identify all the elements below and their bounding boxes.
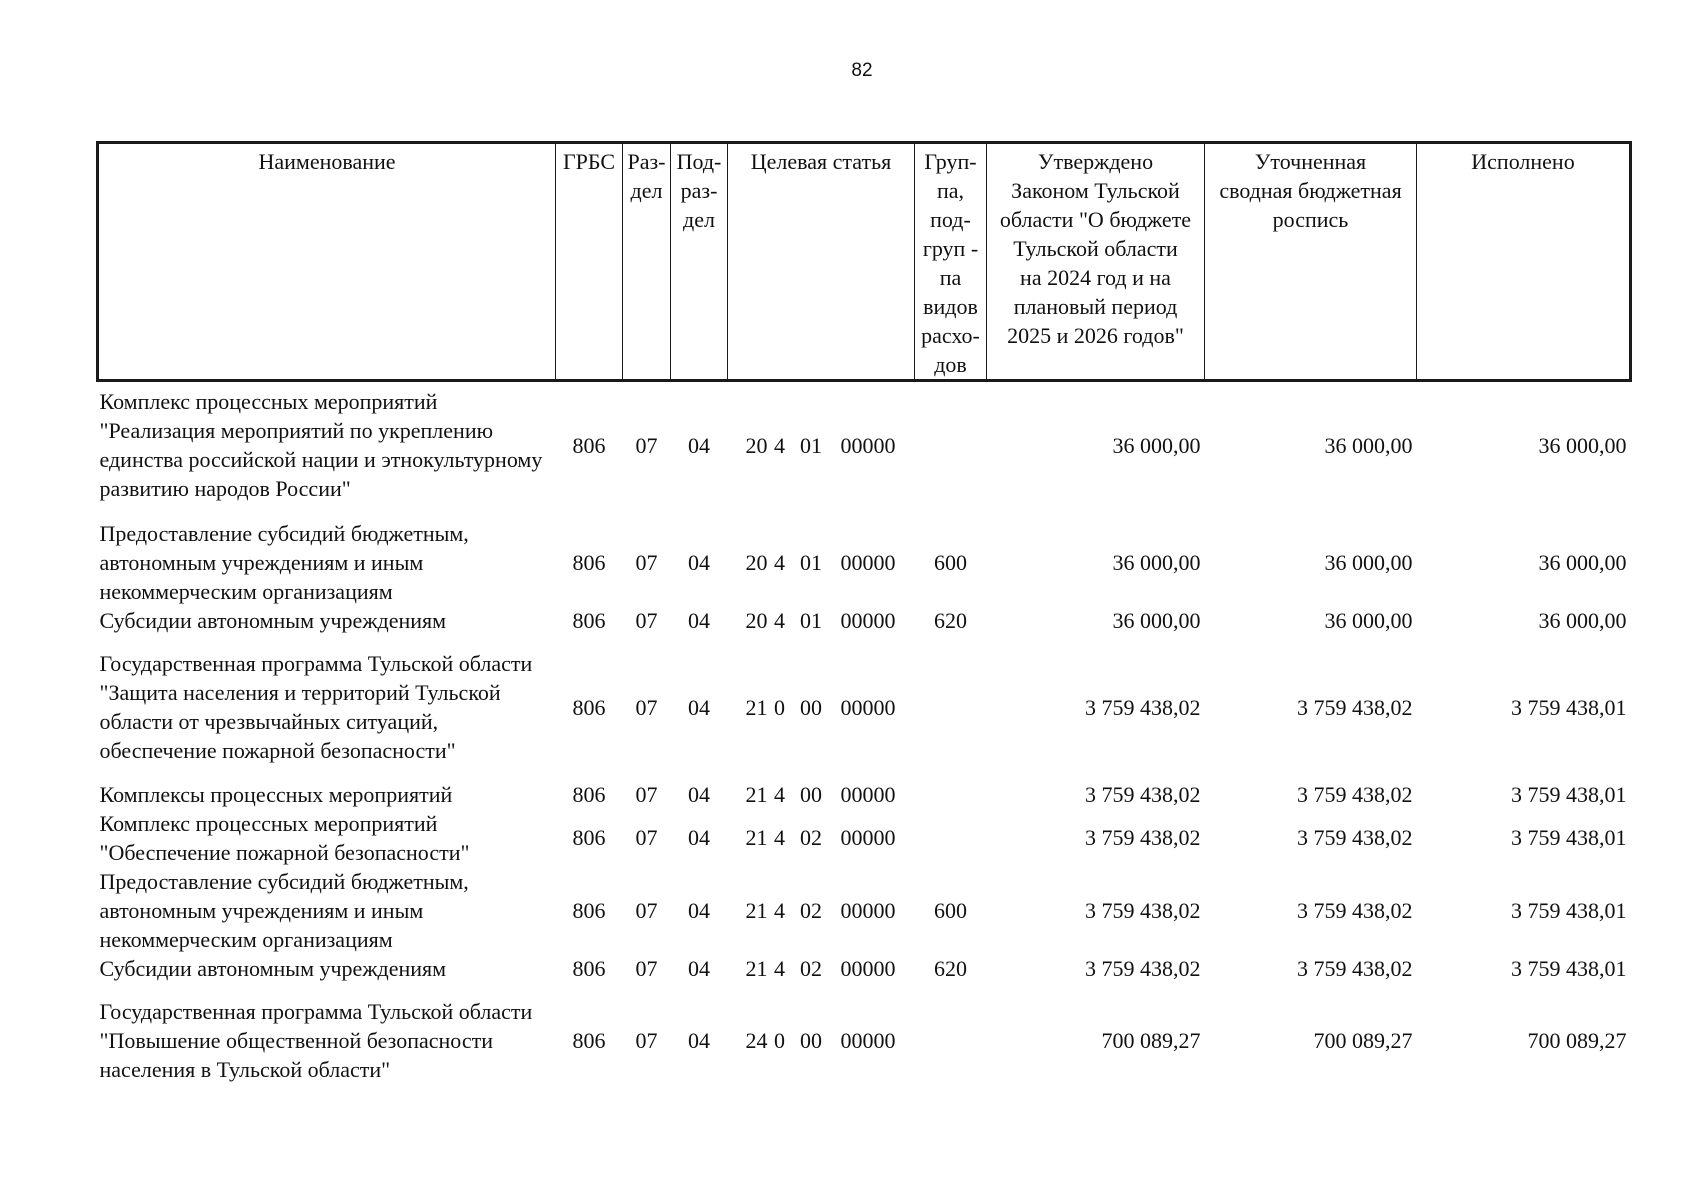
cell-name: Комплексы процессных мероприятий [99,781,453,807]
cell-target-type: 4 [774,897,785,923]
cell-target-type: 4 [774,781,785,807]
budget-table [96,141,1632,1099]
table-body [98,381,1631,1099]
cell-razdel: 07 [635,694,658,720]
cell-refined: 3 759 438,02 [1297,781,1413,807]
cell-refined: 3 759 438,02 [1297,825,1413,850]
cell-executed: 36 000,00 [1538,432,1627,458]
cell-razdel: 07 [635,781,658,807]
cell-refined: 36 000,00 [1324,607,1413,633]
header-razdel: Раз- дел [623,143,671,381]
table-row [98,983,1631,1099]
cell-executed: 700 089,27 [1527,1028,1627,1053]
cell-grbs: 806 [572,694,606,720]
header-target: Целевая статья [728,143,915,381]
cell-executed: 3 759 438,01 [1511,781,1627,807]
header-refined: Уточненная сводная бюджетная роспись [1205,143,1417,381]
cell-target-structure: 01 [800,607,822,633]
table-row [98,519,1631,606]
cell-podrazdel: 04 [688,694,710,720]
cell-name: Комплекс процессных мероприятий "Реализация мероприятий по укреплению единства российской нации и этнокультурному развитию народов России" [99,389,543,502]
page-number: 82 [851,60,873,81]
cell-podrazdel: 04 [688,955,710,981]
cell-name: Государственная программа Тульской области "Защита населения и территорий Тульской области от чрезвычайных ситуаций, обеспечение пожарной безопасности" [99,651,533,763]
header-podrazdel: Под- раз- дел [671,143,728,381]
cell-approved: 3 759 438,02 [1085,694,1201,720]
cell-grbs: 806 [572,607,606,633]
cell-grbs: 806 [572,549,606,575]
cell-target-type: 4 [774,607,785,633]
cell-executed: 3 759 438,01 [1511,897,1627,923]
cell-expense-group [915,381,987,509]
cell-grbs: 806 [572,781,606,807]
cell-target-program: 21 [745,694,768,720]
cell-target-direction: 00000 [840,432,896,458]
cell-razdel: 07 [635,1028,658,1053]
table-row [98,809,1631,867]
header-grbs: ГРБС [556,143,623,381]
cell-target-program: 21 [745,825,768,850]
cell-name: Субсидии автономным учреждениям [99,955,447,981]
cell-approved: 3 759 438,02 [1085,897,1201,923]
cell-expense-group [915,983,987,1099]
cell-refined: 700 089,27 [1313,1028,1413,1053]
cell-expense-group [915,635,987,780]
header-expense-group: Груп- па, под- груп - па видов расхо- дов [915,143,987,381]
cell-refined: 3 759 438,02 [1297,955,1413,981]
cell-target-structure: 02 [800,897,822,923]
cell-target-structure: 00 [800,1028,822,1053]
cell-target-structure: 02 [800,825,822,850]
cell-refined: 3 759 438,02 [1297,694,1413,720]
cell-target-program: 20 [745,549,768,575]
cell-podrazdel: 04 [688,549,710,575]
cell-target-direction: 00000 [840,1028,896,1053]
cell-approved: 36 000,00 [1112,549,1201,575]
table-row [98,635,1631,780]
cell-executed: 36 000,00 [1538,549,1627,575]
table-row [98,954,1631,983]
cell-grbs: 806 [572,1028,606,1053]
cell-target-structure: 02 [800,955,822,981]
cell-target-type: 0 [774,694,785,720]
cell-executed: 36 000,00 [1538,607,1627,633]
cell-approved: 36 000,00 [1112,607,1201,633]
cell-target-type: 0 [774,1028,785,1053]
cell-target-direction: 00000 [840,955,896,981]
cell-name: Государственная программа Тульской области "Повышение общественной безопасности населения в Тульской области" [99,999,533,1082]
cell-podrazdel: 04 [688,432,710,458]
cell-executed: 3 759 438,01 [1511,694,1627,720]
cell-razdel: 07 [635,825,658,850]
cell-name: Предоставление субсидий бюджетным, автономным учреждениям и иным некоммерческим организациям [99,868,469,952]
cell-target-direction: 00000 [840,549,896,575]
header-approved: Утверждено Законом Тульской области "О бюджете Тульской области на 2024 год и на плановый период 2025 и 2026 годов" [987,143,1205,381]
cell-name: Комплекс процессных мероприятий "Обеспечение пожарной безопасности" [99,810,470,865]
cell-expense-group [915,780,987,809]
cell-grbs: 806 [572,432,606,458]
cell-expense-group: 620 [934,955,967,981]
cell-name: Предоставление субсидий бюджетным, автономным учреждениям и иным некоммерческим организациям [99,520,469,604]
cell-podrazdel: 04 [688,607,710,633]
row-spacer [98,509,1631,519]
cell-target-direction: 00000 [840,825,896,850]
cell-target-structure: 00 [800,694,822,720]
cell-target-type: 4 [774,432,785,458]
cell-expense-group: 600 [934,897,967,923]
cell-target-structure: 01 [800,549,822,575]
header-name: Наименование [98,143,556,381]
cell-target-program: 21 [745,781,768,807]
cell-executed: 3 759 438,01 [1511,825,1627,850]
cell-target-direction: 00000 [840,607,896,633]
cell-target-program: 21 [745,955,768,981]
cell-razdel: 07 [635,897,658,923]
cell-target-direction: 00000 [840,694,896,720]
cell-executed: 3 759 438,01 [1511,955,1627,981]
cell-razdel: 07 [635,955,658,981]
cell-refined: 36 000,00 [1324,549,1413,575]
cell-target-type: 4 [774,825,785,850]
cell-podrazdel: 04 [688,1028,710,1053]
cell-refined: 3 759 438,02 [1297,897,1413,923]
cell-razdel: 07 [635,549,658,575]
cell-approved: 3 759 438,02 [1085,825,1201,850]
cell-target-structure: 00 [800,781,822,807]
table-row [98,381,1631,509]
cell-target-program: 24 [745,1028,768,1053]
cell-approved: 36 000,00 [1112,432,1201,458]
cell-target-direction: 00000 [840,781,896,807]
table-header [98,143,1631,381]
cell-target-program: 21 [745,897,768,923]
cell-approved: 3 759 438,02 [1085,955,1201,981]
cell-target-type: 4 [774,955,785,981]
cell-razdel: 07 [635,432,658,458]
cell-expense-group: 600 [934,549,967,575]
table-row [98,606,1631,635]
header-executed: Исполнено [1417,143,1631,381]
cell-expense-group [915,809,987,867]
cell-target-type: 4 [774,549,785,575]
cell-approved: 700 089,27 [1101,1028,1201,1053]
budget-page [96,141,1627,1099]
cell-podrazdel: 04 [688,781,710,807]
cell-name: Субсидии автономным учреждениям [99,607,447,633]
cell-target-direction: 00000 [840,897,896,923]
cell-refined: 36 000,00 [1324,432,1413,458]
table-row [98,780,1631,809]
cell-expense-group: 620 [934,607,967,633]
cell-podrazdel: 04 [688,825,710,850]
cell-grbs: 806 [572,955,606,981]
cell-grbs: 806 [572,825,606,850]
cell-razdel: 07 [635,607,658,633]
cell-target-program: 20 [745,432,768,458]
cell-approved: 3 759 438,02 [1085,781,1201,807]
cell-target-structure: 01 [800,432,822,458]
cell-target-program: 20 [745,607,768,633]
cell-podrazdel: 04 [688,897,710,923]
cell-grbs: 806 [572,897,606,923]
table-row [98,867,1631,954]
